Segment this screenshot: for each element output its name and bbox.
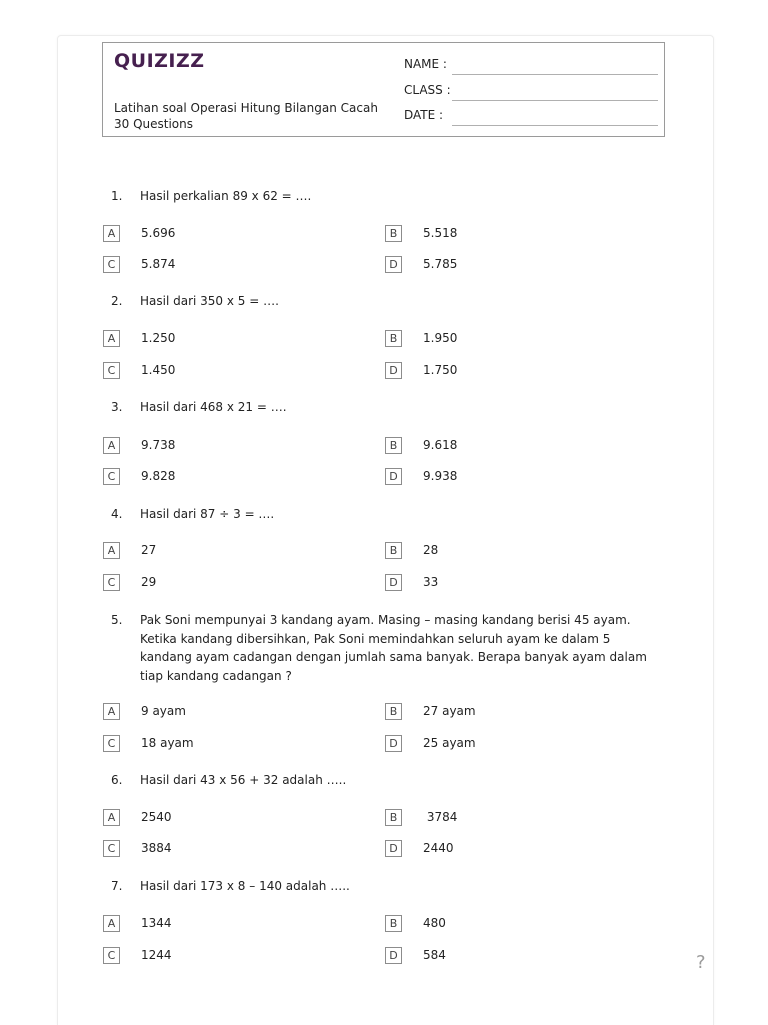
date-field — [404, 108, 658, 128]
option-letter-box: B — [385, 809, 402, 826]
option-text: 584 — [423, 948, 446, 962]
worksheet-header — [102, 42, 665, 137]
question-number: 2. — [111, 294, 123, 308]
question-number: 6. — [111, 773, 123, 787]
option-letter-box: A — [103, 915, 120, 932]
option-letter-box: C — [103, 947, 120, 964]
date-label: DATE : — [404, 108, 444, 122]
question-text: Hasil dari 468 x 21 = …. — [140, 400, 287, 414]
option-text: 5.874 — [141, 257, 176, 271]
class-field — [404, 83, 658, 103]
question-number: 1. — [111, 189, 123, 203]
option-text: 29 — [141, 575, 157, 589]
option-text: 1.750 — [423, 363, 458, 377]
option-letter-box: C — [103, 362, 120, 379]
option-text: 3784 — [423, 810, 458, 824]
option-text: 9 ayam — [141, 704, 186, 718]
option-letter-box: D — [385, 468, 402, 485]
quizizz-logo: QUIZIZZ — [114, 50, 205, 72]
help-icon[interactable]: ? — [696, 952, 706, 973]
option-letter-box: B — [385, 542, 402, 559]
question-number: 5. — [111, 613, 123, 627]
option-text: 27 — [141, 543, 157, 557]
option-letter-box: C — [103, 468, 120, 485]
question-text: Hasil dari 173 x 8 – 140 adalah ….. — [140, 879, 350, 893]
option-text: 3884 — [141, 841, 172, 855]
option-letter-box: D — [385, 947, 402, 964]
option-letter-box: B — [385, 225, 402, 242]
name-line — [452, 74, 658, 75]
option-letter-box: D — [385, 362, 402, 379]
option-letter-box: D — [385, 840, 402, 857]
option-text: 9.618 — [423, 438, 458, 452]
option-text: 9.738 — [141, 438, 176, 452]
option-text: 2440 — [423, 841, 454, 855]
option-text: 1.450 — [141, 363, 176, 377]
question-text: Hasil dari 350 x 5 = …. — [140, 294, 279, 308]
question-text: Hasil dari 87 ÷ 3 = …. — [140, 507, 275, 521]
option-text: 2540 — [141, 810, 172, 824]
option-letter-box: D — [385, 735, 402, 752]
option-text: 5.696 — [141, 226, 176, 240]
option-letter-box: A — [103, 437, 120, 454]
option-text: 18 ayam — [141, 736, 194, 750]
question-text: Pak Soni mempunyai 3 kandang ayam. Masing – masing kandang berisi 45 ayam. Ketika kandang dibersihkan, Pak Soni memindahkan seluruh ayam ke dalam 5 kandang ayam cadangan dengan jumlah sama banyak. Berapa banyak ayam dalam tiap kandang cadangan ? — [140, 613, 647, 683]
question-number: 4. — [111, 507, 123, 521]
option-text: 5.785 — [423, 257, 458, 271]
option-letter-box: A — [103, 809, 120, 826]
option-letter-box: C — [103, 840, 120, 857]
question-text: Hasil dari 43 x 56 + 32 adalah ….. — [140, 773, 347, 787]
option-letter-box: D — [385, 574, 402, 591]
option-text: 9.938 — [423, 469, 458, 483]
name-label: NAME : — [404, 57, 447, 71]
option-letter-box: A — [103, 542, 120, 559]
option-letter-box: D — [385, 256, 402, 273]
date-line — [452, 125, 658, 126]
option-letter-box: C — [103, 256, 120, 273]
option-text: 27 ayam — [423, 704, 476, 718]
question-number: 7. — [111, 879, 123, 893]
question-count: 30 Questions — [114, 117, 194, 131]
option-text: 5.518 — [423, 226, 458, 240]
option-letter-box: C — [103, 574, 120, 591]
option-text: 480 — [423, 916, 446, 930]
class-line — [452, 100, 658, 101]
name-field — [404, 57, 658, 77]
option-letter-box: B — [385, 330, 402, 347]
option-text: 28 — [423, 543, 439, 557]
class-label: CLASS : — [404, 83, 451, 97]
option-letter-box: B — [385, 703, 402, 720]
option-text: 1.250 — [141, 331, 176, 345]
option-text: 1244 — [141, 948, 172, 962]
quiz-title: Latihan soal Operasi Hitung Bilangan Cacah — [114, 101, 378, 115]
option-text: 33 — [423, 575, 439, 589]
option-letter-box: A — [103, 225, 120, 242]
question-text: Hasil perkalian 89 x 62 = …. — [140, 189, 312, 203]
option-letter-box: A — [103, 330, 120, 347]
question-number: 3. — [111, 400, 123, 414]
option-text: 1344 — [141, 916, 172, 930]
option-letter-box: A — [103, 703, 120, 720]
option-letter-box: B — [385, 915, 402, 932]
option-letter-box: C — [103, 735, 120, 752]
option-text: 25 ayam — [423, 736, 476, 750]
option-text: 1.950 — [423, 331, 458, 345]
option-text: 9.828 — [141, 469, 176, 483]
option-letter-box: B — [385, 437, 402, 454]
